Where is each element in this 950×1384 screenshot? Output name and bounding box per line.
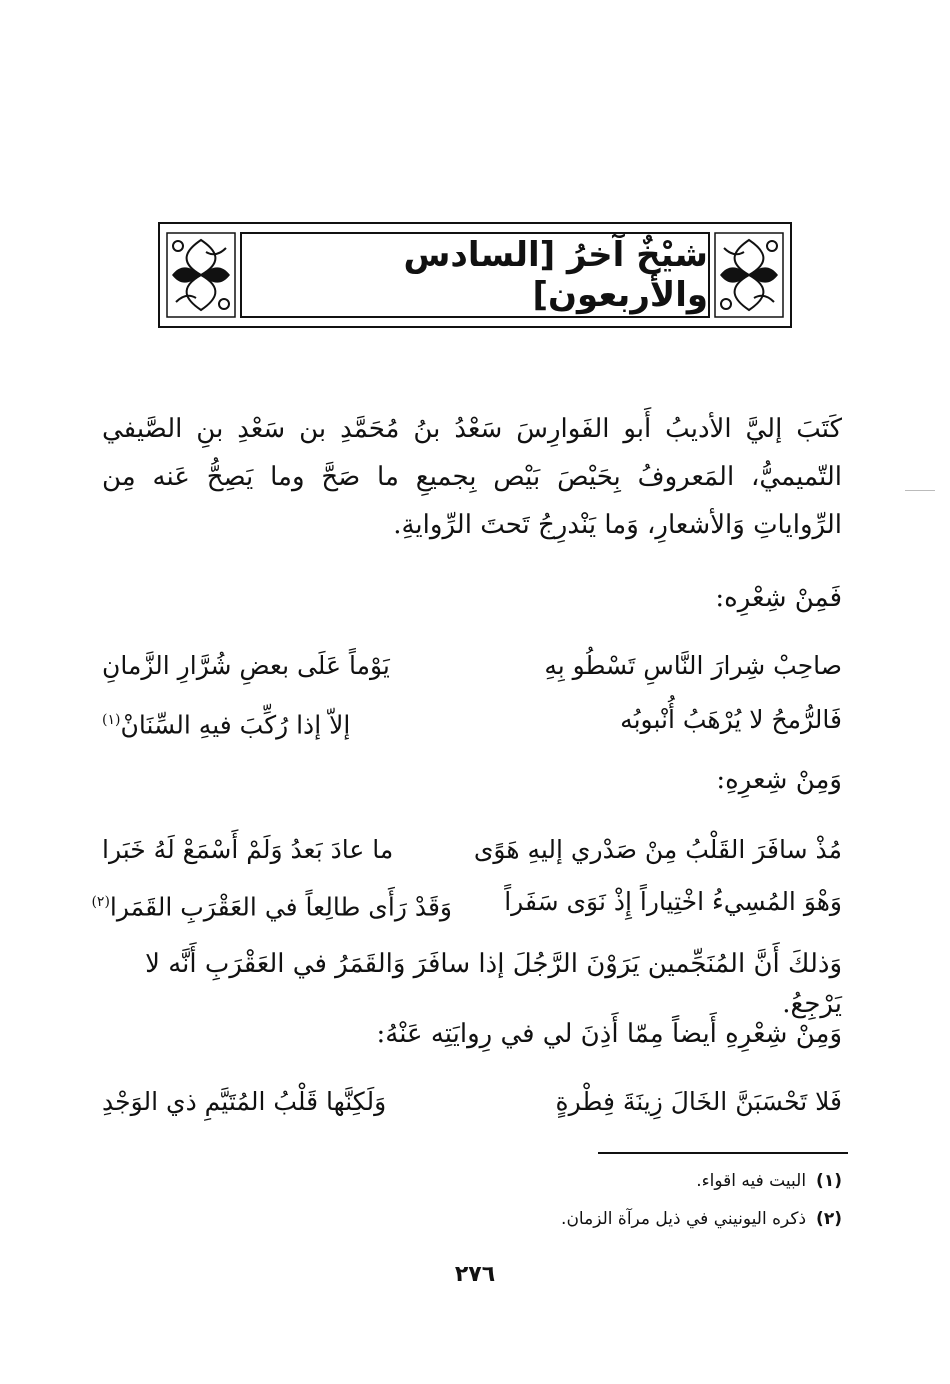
verse-hemistich-second (91, 882, 452, 927)
floral-ornament-icon (166, 232, 236, 318)
verse-hemistich-first: فَالرُّمحُ لا يُرْهَبُ أُنْبوبُه (620, 705, 842, 734)
verse-hemistich-second: ما عادَ بَعدُ وَلَمْ أَسْمَعْ لَهُ خَبَرا (102, 835, 394, 864)
footnote-divider (598, 1152, 848, 1154)
page-number: ٢٧٦ (454, 1262, 496, 1287)
poetry-intro-1: فَمِنْ شِعْرِه: (715, 583, 842, 613)
verse-hemistich-second: يَوْماً عَلَى بعضِ شُرَّارِ الزَّمانِ (102, 651, 390, 680)
chapter-title: شيْخٌ آخرُ [السادس والأربعون] (403, 235, 708, 315)
verse-hemistich-second (102, 700, 452, 745)
title-frame (240, 232, 710, 318)
poetry-intro-3: وَمِنْ شِعْرِهِ أَيضاً مِمّا أَذِنَ لي في رِوايَتِه عَنْهُ: (376, 1019, 842, 1049)
footnote-number: (١) (816, 1171, 842, 1191)
poetry-intro-2: وَمِنْ شِعرِهِ: (716, 765, 842, 795)
verse-text: وَقَدْ رَأَى طالِعاً في العَقْرَبِ القَمَرا (109, 892, 452, 922)
verse-hemistich-first: فَلا تَحْسَبَنَّ الخَالَ زِينَةَ فِطْرةٍ (555, 1087, 842, 1116)
verse-line (91, 882, 842, 922)
footnote (242, 1206, 842, 1232)
margin-mark (905, 490, 935, 491)
verse-hemistich-first: صاحِبْ شِرارَ النَّاسِ تَسْطُو بِهِ (544, 651, 842, 680)
verse-line (102, 700, 842, 740)
footnote-text: البيت فيه اقواء. (696, 1171, 807, 1191)
intro-paragraph: كَتَبَ إليَّ الأديبُ أَبو الفَوارِسَ سَعْدُ بنُ مُحَمَّدِ بن سَعْدِ بنِ الصَّيفي التّميميُّ، المَعروفُ بِحَيْصَ بَيْص بِجميعِ ما صَحَّ وما يَصِحُّ عَنه مِن الرِّواياتِ وَالأشعارِ، وَما يَنْدرِجُ تَحتَ الرِّوايةِ. (102, 414, 842, 540)
footnote-reference: (٢) (91, 894, 110, 910)
verse-line (102, 1082, 842, 1122)
footnote-text: ذكره اليونيني في ذيل مرآة الزمان. (561, 1209, 807, 1229)
verse-hemistich-first: مُذْ سافَرَ القَلْبُ مِنْ صَدْري إليهِ هَوًى (473, 835, 842, 864)
verse-hemistich-first: وَهْوَ المُسِيءُ اخْتِياراً إِذْ نَوَى سَفَراً (504, 887, 842, 916)
floral-ornament-icon (714, 232, 784, 318)
explanation-line: وَذلكَ أَنَّ المُنَجِّمين يَرَوْنَ الرَّجُلَ إذا سافَرَ وَالقَمَرُ في العَقْرَبِ أَنَّه لا يَرْجِعُ. (145, 949, 842, 1019)
title-cartouche (158, 222, 792, 328)
verse-text: إلاّ إذا رُكِّبَ فيهِ السِّنَانْ (120, 710, 351, 740)
verse-line (102, 830, 842, 870)
verse-line (102, 646, 842, 686)
footnote-number: (٢) (816, 1209, 842, 1229)
footnote-reference: (١) (102, 712, 121, 728)
footnote (242, 1168, 842, 1194)
verse-hemistich-second: وَلَكِنَّها قَلْبُ المُتَيَّمِ ذي الوَجْدِ (102, 1087, 387, 1116)
